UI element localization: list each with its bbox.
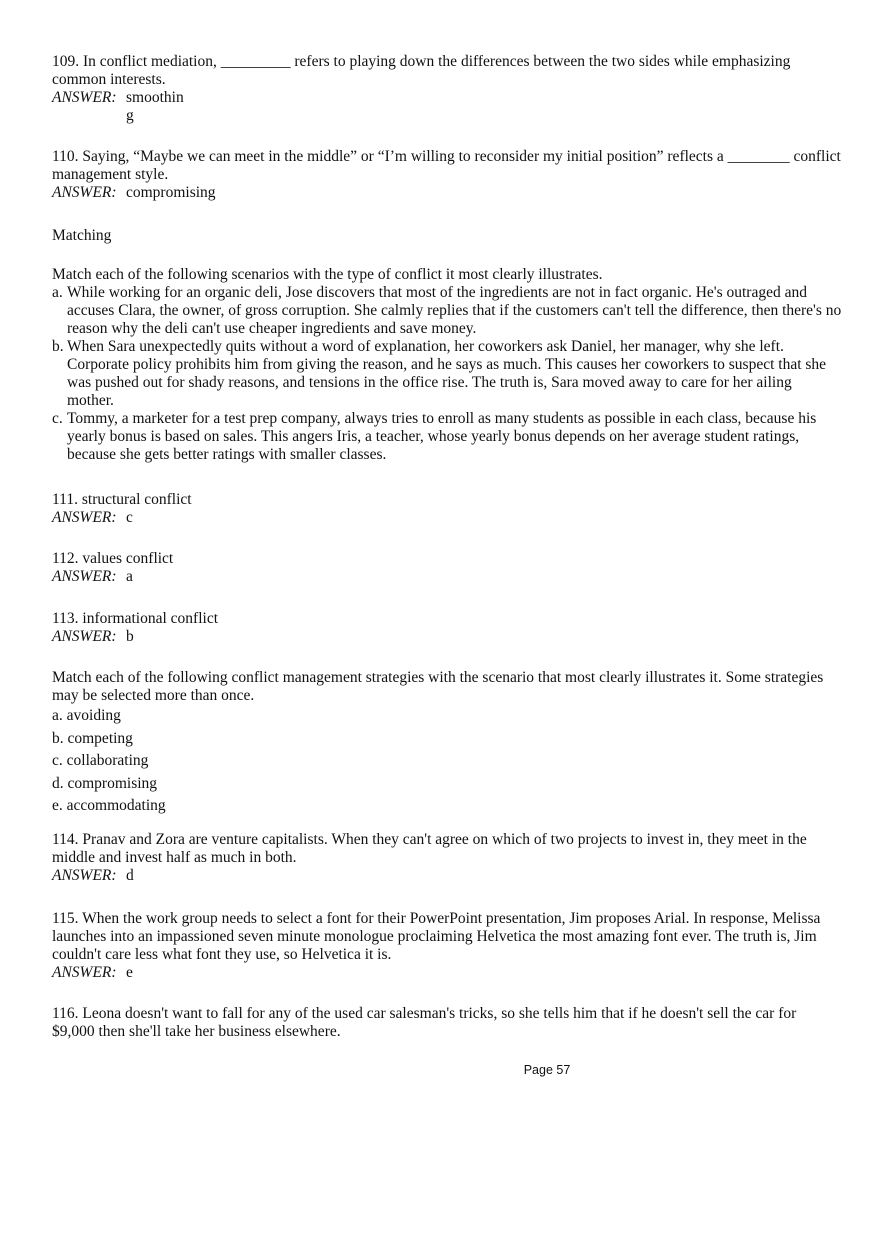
answer-value: e bbox=[126, 964, 133, 981]
answer-value: compromising bbox=[126, 184, 216, 201]
scenario-option-c bbox=[52, 410, 842, 464]
question-text: 111. structural conflict bbox=[52, 491, 192, 508]
question-109 bbox=[52, 53, 842, 125]
question-111 bbox=[52, 491, 842, 527]
scenario-option-a bbox=[52, 284, 842, 338]
matching-1-block bbox=[52, 266, 842, 464]
strategy-option-b: b. competing bbox=[52, 729, 133, 747]
answer-label: ANSWER: bbox=[52, 964, 117, 981]
question-text: 110. Saying, “Maybe we can meet in the middle” or “I’m willing to reconsider my initial position” reflects a ________ conflict management style. bbox=[52, 148, 841, 183]
strategy-option-e: e. accommodating bbox=[52, 797, 166, 814]
answer-label: ANSWER: bbox=[52, 867, 117, 884]
question-text: 114. Pranav and Zora are venture capitalists. When they can't agree on which of two projects to invest in, they meet in the middle and invest half as much in both. bbox=[52, 831, 807, 866]
section-heading: Matching bbox=[52, 227, 112, 244]
answer-value: b bbox=[126, 628, 134, 645]
answer-value: a bbox=[126, 568, 133, 585]
answer-row bbox=[52, 184, 842, 202]
question-text: 109. In conflict mediation, _________ refers to playing down the differences between the two sides while emphasizing common interests. bbox=[52, 53, 791, 88]
question-110 bbox=[52, 148, 842, 202]
question-113 bbox=[52, 610, 842, 646]
matching-2-block bbox=[52, 669, 842, 820]
strategy-option-d: d. compromising bbox=[52, 774, 158, 792]
option-text: When Sara unexpectedly quits without a word of explanation, her coworkers ask Daniel, her manager, why she left. Corporate policy prohibits him from giving the reason, and he says as much. This causes her coworkers to suspect that she was pushed out for shady reasons, and tensions in the office rise. The truth is, Sara moved away to care for her ailing mother. bbox=[67, 338, 827, 409]
question-text: 113. informational conflict bbox=[52, 610, 219, 627]
answer-label: ANSWER: bbox=[52, 89, 117, 106]
question-114 bbox=[52, 831, 842, 885]
answer-label: ANSWER: bbox=[52, 184, 117, 201]
answer-row bbox=[52, 964, 842, 982]
answer-row bbox=[52, 628, 842, 646]
strategy-option-a: a. avoiding bbox=[52, 707, 121, 724]
answer-row bbox=[52, 89, 842, 125]
answer-value: smoothing bbox=[126, 89, 184, 124]
question-112 bbox=[52, 550, 842, 586]
answer-value: d bbox=[126, 867, 134, 884]
answer-label: ANSWER: bbox=[52, 509, 117, 526]
option-letter: c. bbox=[52, 410, 63, 427]
question-text: 116. Leona doesn't want to fall for any of the used car salesman's tricks, so she tells him that if he doesn't sell the car for $9,000 then she'll take her business elsewhere. bbox=[52, 1005, 797, 1040]
question-115 bbox=[52, 910, 842, 982]
question-text: 112. values conflict bbox=[52, 550, 174, 567]
page-number: Page 57 bbox=[523, 1063, 571, 1077]
question-text: 115. When the work group needs to select a font for their PowerPoint presentation, Jim proposes Arial. In response, Melissa launches into an impassioned seven minute monologue proclaiming Helvetica the most amazing font ever. The truth is, Jim couldn't care less what font they use, so Helvetica it is. bbox=[52, 910, 821, 963]
answer-row bbox=[52, 568, 842, 586]
option-letter: a. bbox=[52, 284, 63, 301]
option-text: Tommy, a marketer for a test prep company, always tries to enroll as many students as possible in each class, because his yearly bonus is based on sales. This angers Iris, a teacher, whose yearly bonus depends on her average student ratings, because she gets better ratings with smaller classes. bbox=[67, 410, 817, 463]
answer-value: c bbox=[126, 509, 133, 526]
matching-2-instruction: Match each of the following conflict management strategies with the scenario that most clearly illustrates it. Some strategies may be selected more than once. bbox=[52, 669, 824, 704]
answer-label: ANSWER: bbox=[52, 628, 117, 645]
answer-row bbox=[52, 867, 842, 885]
answer-label: ANSWER: bbox=[52, 568, 117, 585]
matching-1-instruction: Match each of the following scenarios with the type of conflict it most clearly illustrates. bbox=[52, 266, 603, 283]
strategy-option-c: c. collaborating bbox=[52, 752, 149, 769]
option-text: While working for an organic deli, Jose discovers that most of the ingredients are not in fact organic. He's outraged and accuses Clara, the owner, of gross corruption. She calmly replies that if the customers can't tell the difference, then there's no reason why the deli can't use cheaper ingredients and save money. bbox=[67, 284, 842, 337]
option-letter: b. bbox=[52, 338, 64, 355]
scenario-option-b bbox=[52, 338, 842, 410]
question-116 bbox=[52, 1005, 842, 1041]
answer-row bbox=[52, 509, 842, 527]
